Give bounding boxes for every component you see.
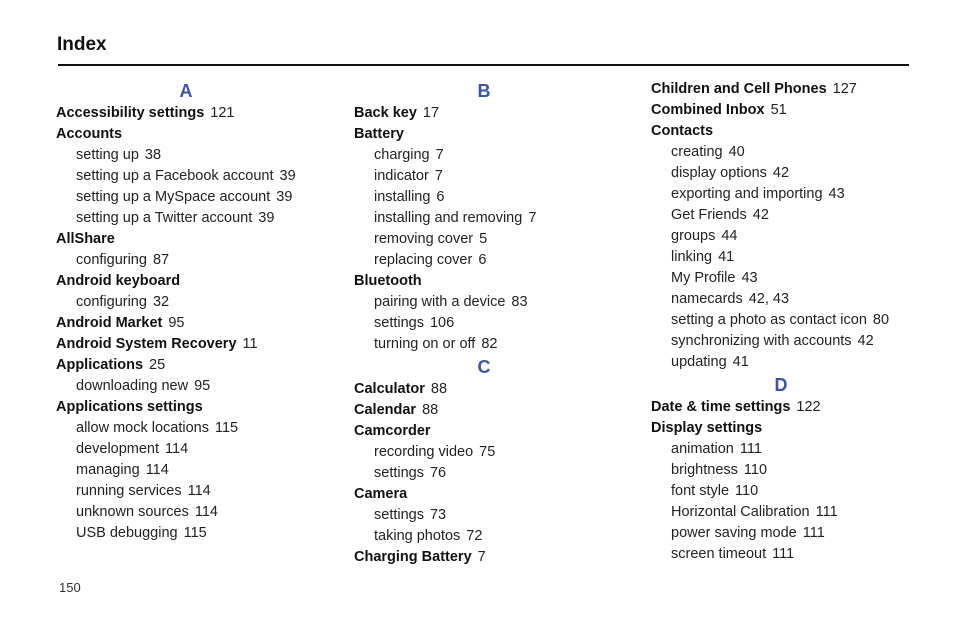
page-title: Index (57, 34, 107, 55)
index-subentry (354, 229, 644, 250)
entry-page-ref: 17 (422, 105, 440, 121)
entry-page-ref: 11 (242, 336, 258, 352)
entry-term: setting a photo as contact icon (671, 312, 867, 328)
entry-term: setting up a MySpace account (76, 189, 271, 205)
entry-page-ref: 110 (743, 462, 768, 478)
index-subentry (56, 145, 346, 166)
index-subentry (651, 247, 941, 268)
index-subentry (354, 208, 644, 229)
entry-page-ref: 44 (721, 228, 738, 244)
entry-page-ref: 6 (478, 252, 487, 268)
entry-term: synchronizing with accounts (671, 333, 852, 349)
entry-page-ref: 115 (183, 525, 207, 541)
entry-term: Children and Cell Phones (651, 81, 827, 97)
entry-term: groups (671, 228, 716, 244)
entry-term: development (76, 441, 160, 457)
index-subentry (354, 442, 644, 463)
index-subentry (56, 166, 346, 187)
entry-page-ref: 83 (511, 294, 528, 310)
entry-page-ref: 32 (152, 294, 170, 310)
index-subentry (651, 289, 941, 310)
entry-term: recording video (374, 444, 474, 460)
index-subentry (651, 523, 941, 544)
entry-term: setting up a Twitter account (76, 210, 253, 226)
index-entry (651, 418, 941, 439)
entry-term: settings (374, 465, 424, 481)
entry-term: managing (76, 462, 140, 478)
entry-term: unknown sources (76, 504, 189, 520)
index-subentry (56, 208, 346, 229)
entry-page-ref: 95 (168, 315, 185, 331)
entry-page-ref: 111 (815, 504, 838, 520)
entry-page-ref: 95 (194, 378, 211, 394)
index-subentry (56, 418, 346, 439)
entry-page-ref: 42 (752, 207, 769, 223)
index-entry (56, 103, 346, 124)
entry-page-ref: 80 (872, 312, 890, 328)
entry-term: creating (671, 144, 723, 160)
index-subentry (56, 439, 346, 460)
index-entry (354, 547, 644, 568)
index-column-1 (56, 79, 346, 544)
entry-term: Display settings (651, 420, 763, 436)
entry-page-ref: 51 (770, 102, 787, 118)
index-subentry (651, 226, 941, 247)
entry-page-ref: 115 (214, 420, 239, 436)
entry-page-ref: 114 (187, 483, 211, 499)
index-entry (354, 271, 644, 292)
index-entry (354, 103, 644, 124)
entry-term: Contacts (651, 123, 714, 139)
index-subentry (354, 292, 644, 313)
entry-term: Back key (354, 105, 417, 121)
entry-page-ref: 43 (741, 270, 758, 286)
entry-term: indicator (374, 168, 429, 184)
index-subentry (354, 250, 644, 271)
index-subentry (651, 268, 941, 289)
entry-page-ref: 7 (477, 549, 486, 565)
section-letter: D (774, 375, 788, 395)
page-number: 150 (59, 580, 81, 595)
entry-page-ref: 42 (857, 333, 874, 349)
index-subentry (354, 145, 644, 166)
index-subentry (651, 184, 941, 205)
entry-page-ref: 114 (165, 441, 189, 457)
index-entry (651, 121, 941, 142)
index-entry (651, 79, 941, 100)
entry-term: setting up a Facebook account (76, 168, 274, 184)
index-entry (56, 355, 346, 376)
entry-term: exporting and importing (671, 186, 823, 202)
entry-term: taking photos (374, 528, 461, 544)
entry-page-ref: 41 (718, 249, 735, 265)
entry-term: font style (671, 483, 730, 499)
index-subentry (651, 205, 941, 226)
entry-term: configuring (76, 294, 147, 310)
entry-page-ref: 5 (479, 231, 488, 247)
index-entry (56, 229, 346, 250)
index-column-3 (651, 79, 941, 565)
entry-term: settings (374, 507, 424, 523)
entry-term: display options (671, 165, 767, 181)
entry-term: Applications (56, 357, 144, 373)
entry-term: updating (671, 354, 727, 370)
index-subentry (56, 481, 346, 502)
entry-term: screen timeout (671, 546, 767, 562)
entry-term: Android keyboard (56, 273, 181, 289)
entry-term: downloading new (76, 378, 189, 394)
title-rule (58, 64, 909, 66)
index-subentry (651, 439, 941, 460)
section-letter: B (477, 81, 491, 101)
entry-term: running services (76, 483, 182, 499)
entry-term: Applications settings (56, 399, 203, 415)
entry-page-ref: 88 (430, 381, 448, 397)
index-subentry (651, 544, 941, 565)
entry-term: Horizontal Calibration (671, 504, 810, 520)
index-subentry (651, 331, 941, 352)
entry-term: charging (374, 147, 430, 163)
entry-term: Battery (354, 126, 404, 142)
index-entry (56, 271, 346, 292)
entry-term: Bluetooth (354, 273, 422, 289)
entry-page-ref: 25 (149, 357, 166, 373)
entry-term: USB debugging (76, 525, 178, 541)
entry-term: turning on or off (374, 336, 476, 352)
entry-page-ref: 41 (732, 354, 749, 370)
entry-term: removing cover (374, 231, 474, 247)
index-subentry (56, 187, 346, 208)
entry-term: Get Friends (671, 207, 747, 223)
entry-page-ref: 6 (436, 189, 445, 205)
index-subentry (354, 187, 644, 208)
index-subentry (354, 463, 644, 484)
entry-page-ref: 110 (735, 483, 759, 499)
entry-term: configuring (76, 252, 147, 268)
entry-term: Camcorder (354, 423, 431, 439)
entry-page-ref: 111 (802, 525, 825, 541)
entry-term: Camera (354, 486, 408, 502)
entry-page-ref: 7 (434, 168, 443, 184)
entry-page-ref: 114 (194, 504, 218, 520)
entry-page-ref: 82 (481, 336, 498, 352)
index-subentry (354, 526, 644, 547)
index-subentry (56, 250, 346, 271)
entry-page-ref: 88 (422, 402, 439, 418)
entry-term: settings (374, 315, 424, 331)
index-entry (354, 421, 644, 442)
index-subentry (651, 460, 941, 481)
entry-term: setting up (76, 147, 139, 163)
entry-page-ref: 43 (828, 186, 845, 202)
entry-term: Calculator (354, 381, 425, 397)
entry-page-ref: 42 (772, 165, 790, 181)
index-entry (56, 334, 346, 355)
index-entry (651, 397, 941, 418)
index-subentry (651, 502, 941, 523)
index-subentry (354, 334, 644, 355)
entry-page-ref: 111 (772, 546, 795, 562)
index-entry (56, 124, 346, 145)
index-subentry (56, 292, 346, 313)
entry-term: namecards (671, 291, 743, 307)
entry-page-ref: 122 (796, 399, 821, 415)
entry-term: replacing cover (374, 252, 473, 268)
entry-term: Accessibility settings (56, 105, 205, 121)
entry-page-ref: 38 (144, 147, 162, 163)
entry-page-ref: 40 (728, 144, 745, 160)
section-letter: A (179, 81, 193, 101)
index-subentry (651, 163, 941, 184)
index-subentry (56, 376, 346, 397)
entry-term: installing and removing (374, 210, 523, 226)
entry-page-ref: 87 (152, 252, 170, 268)
entry-page-ref: 42, 43 (748, 291, 790, 307)
entry-term: Android Market (56, 315, 163, 331)
entry-page-ref: 39 (258, 210, 275, 226)
index-subentry (651, 352, 941, 373)
entry-page-ref: 39 (279, 168, 296, 184)
index-subentry (651, 481, 941, 502)
entry-term: Calendar (354, 402, 417, 418)
entry-page-ref: 39 (276, 189, 293, 205)
index-subentry (651, 310, 941, 331)
index-entry (56, 313, 346, 334)
index-entry (354, 484, 644, 505)
entry-page-ref: 75 (479, 444, 496, 460)
entry-term: brightness (671, 462, 738, 478)
entry-page-ref: 114 (145, 462, 169, 478)
entry-page-ref: 121 (210, 105, 235, 121)
entry-term: power saving mode (671, 525, 797, 541)
index-subentry (56, 523, 346, 544)
index-subentry (651, 142, 941, 163)
entry-term: Combined Inbox (651, 102, 765, 118)
index-entry (651, 100, 941, 121)
entry-term: Android System Recovery (56, 336, 237, 352)
entry-page-ref: 7 (528, 210, 537, 226)
index-entry (56, 397, 346, 418)
entry-term: pairing with a device (374, 294, 506, 310)
index-entry (354, 124, 644, 145)
index-subentry (56, 460, 346, 481)
entry-page-ref: 106 (429, 315, 455, 331)
section-letter: C (477, 357, 491, 377)
index-subentry (354, 313, 644, 334)
entry-term: AllShare (56, 231, 115, 247)
entry-term: My Profile (671, 270, 736, 286)
entry-term: installing (374, 189, 431, 205)
entry-page-ref: 7 (435, 147, 444, 163)
entry-page-ref: 73 (429, 507, 447, 523)
entry-term: Charging Battery (354, 549, 472, 565)
entry-term: Accounts (56, 126, 123, 142)
entry-term: linking (671, 249, 713, 265)
index-subentry (56, 502, 346, 523)
entry-page-ref: 72 (466, 528, 483, 544)
entry-page-ref: 111 (739, 441, 762, 457)
entry-term: Date & time settings (651, 399, 791, 415)
index-entry (354, 379, 644, 400)
index-column-2 (354, 79, 644, 568)
entry-page-ref: 76 (429, 465, 447, 481)
index-entry (354, 400, 644, 421)
index-subentry (354, 166, 644, 187)
entry-page-ref: 127 (832, 81, 857, 97)
entry-term: allow mock locations (76, 420, 209, 436)
entry-term: animation (671, 441, 734, 457)
index-subentry (354, 505, 644, 526)
